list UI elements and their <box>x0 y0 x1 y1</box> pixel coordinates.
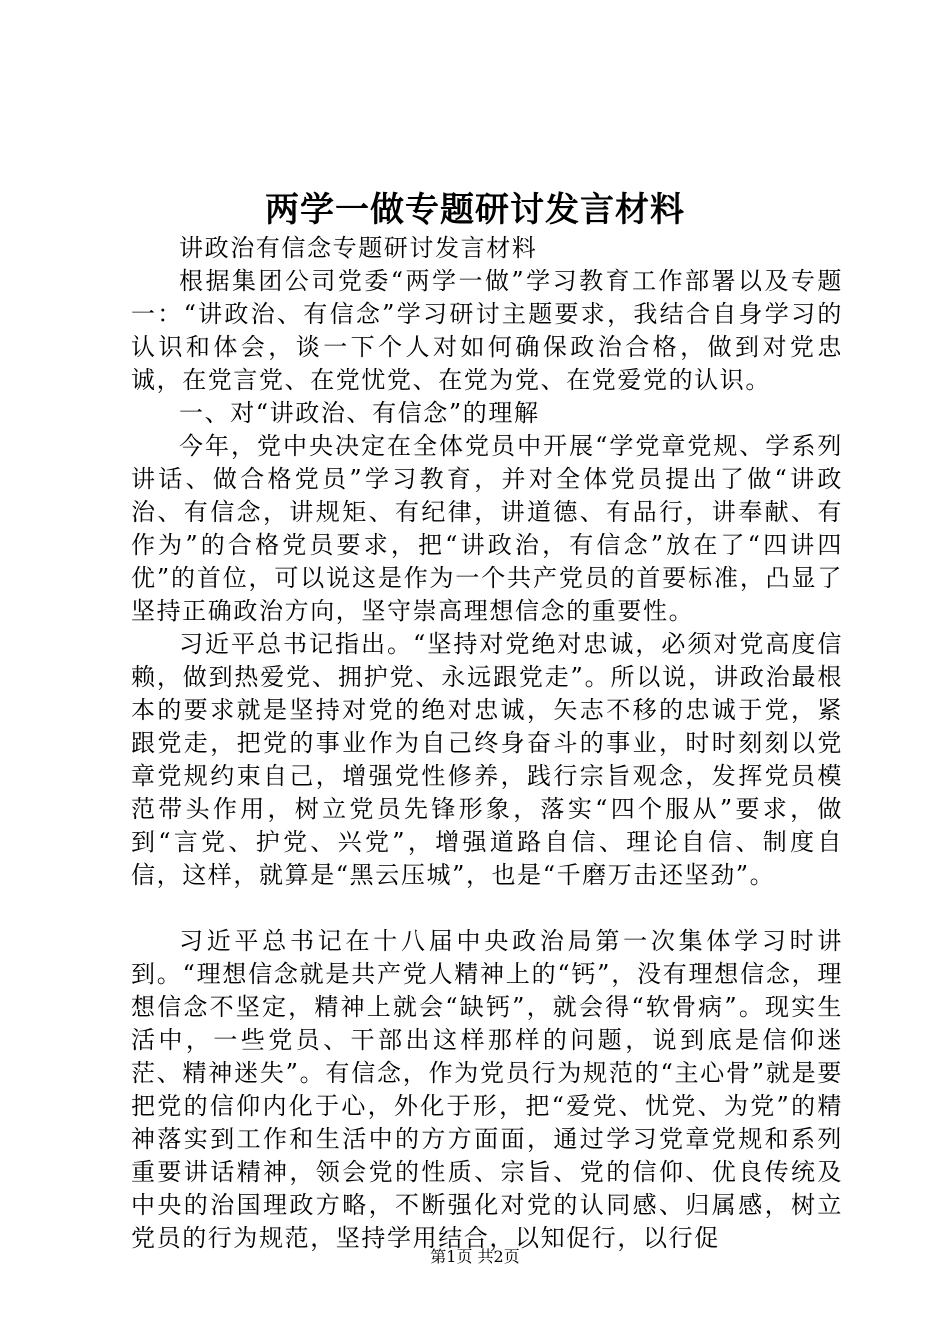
body-paragraph: 习近平总书记指出。“坚持对党绝对忠诚，必须对党高度信赖，做到热爱党、拥护党、永远跟党走”。所以说，讲政治最根本的要求就是坚持对党的绝对忠诚，矢志不移的忠诚于党，紧跟党走，把党的事业作为自己终身奋斗的事业，时时刻刻以党章党规约束自己，增强党性修养，践行宗旨观念，发挥党员模范带头作用，树立党员先锋形象，落实“四个服从”要求，做到“言党、护党、兴党”，增强道路自信、理论自信、制度自信，这样，就算是“黑云压城”，也是“千磨万击还坚劲”。 <box>131 630 843 889</box>
paragraph-spacer <box>131 892 843 925</box>
subtitle-paragraph: 讲政治有信念专题研讨发言材料 <box>179 234 538 262</box>
document-title: 两学一做专题研讨发言材料 <box>265 190 685 230</box>
intro-paragraph: 根据集团公司党委“两学一做”学习教育工作部署以及专题一：“讲政治、有信念”学习研讨主题要求，我结合自身学习的认识和体会，谈一下个人对如何确保政治合格，做到对党忠诚，在党言党、在党忧党、在党为党、在党爱党的认识。 <box>131 267 843 394</box>
document-body <box>131 232 843 1255</box>
body-paragraph: 今年，党中央决定在全体党员中开展“学党章党规、学系列讲话、做合格党员”学习教育，并对全体党员提出了做“讲政治、有信念，讲规矩、有纪律，讲道德、有品行，讲奉献、有作为”的合格党员要求，把“讲政治，有信念”放在了“四讲四优”的首位，可以说这是作为一个共产党员的首要标准，凸显了坚持正确政治方向，坚守崇高理想信念的重要性。 <box>131 432 843 625</box>
page-footer: 第1页 共2页 <box>430 1247 520 1266</box>
section-heading: 一、对“讲政治、有信念”的理解 <box>179 399 540 427</box>
body-paragraph: 习近平总书记在十八届中央政治局第一次集体学习时讲到。“理想信念就是共产党人精神上的“钙”，没有理想信念，理想信念不坚定，精神上就会“缺钙”，就会得“软骨病”。现实生活中，一些党员、干部出这样那样的问题，说到底是信仰迷茫、精神迷失”。有信念，作为党员行为规范的“主心骨”就是要把党的信仰内化于心，外化于形，把“爱党、忧党、为党”的精神落实到工作和生活中的方方面面，通过学习党章党规和系列重要讲话精神，领会党的性质、宗旨、党的信仰、优良传统及中央的治国理政方略，不断强化对党的认同感、归属感，树立党员的行为规范，坚持学用结合，以知促行，以行促 <box>131 927 843 1252</box>
